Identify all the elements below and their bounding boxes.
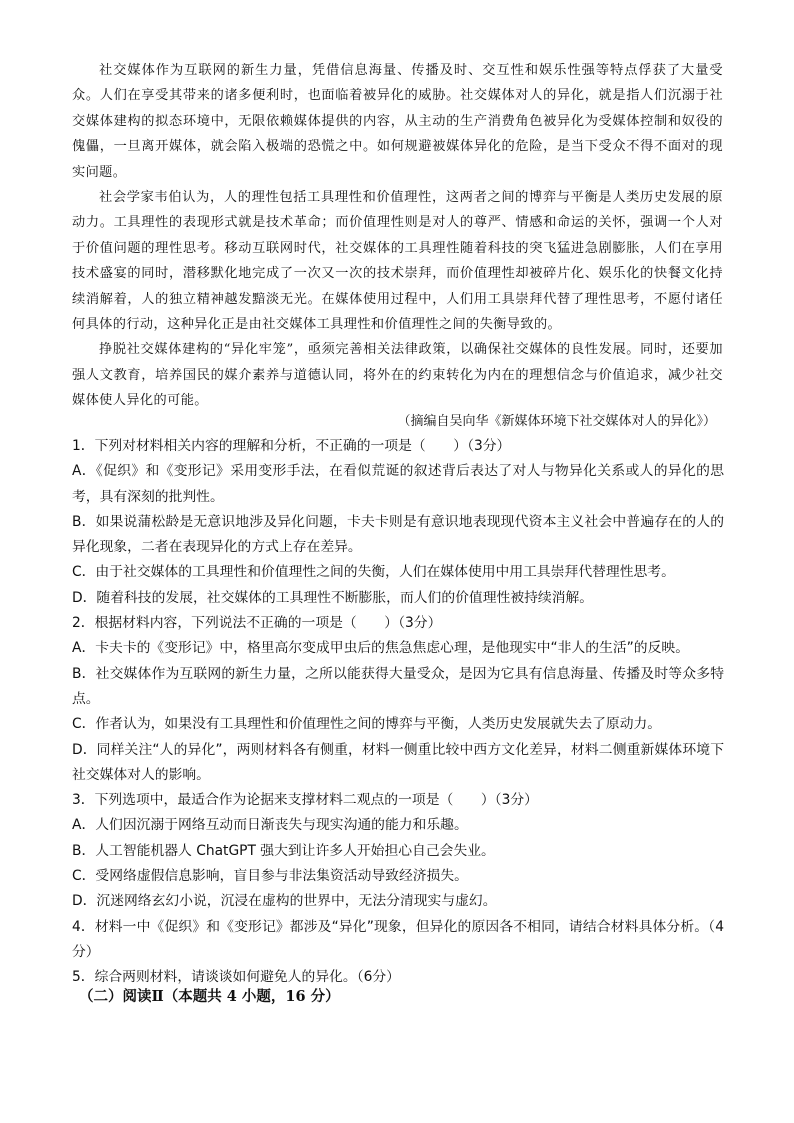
passage-source: （摘编自吴向华《新媒体环境下社交媒体对人的异化》） [397, 414, 716, 429]
question-3-option-c: C．受网络虚假信息影响，盲目参与非法集资活动导致经济损失。 [72, 868, 468, 885]
section-heading: （二）阅读Ⅱ（本题共 4 小题，16 分） [79, 988, 340, 1005]
question-1-option-b: B．如果说蒲松龄是无意识地涉及异化问题，卡夫卡则是有意识地表现现代资本主义社会中普遍存在的人的异化现象，二者在表现异化的方式上存在差异。 [72, 513, 724, 556]
question-2-stem: 2．根据材料内容，下列说法不正确的一项是（ ）（3分） [72, 615, 442, 632]
question-2-option-a: A．卡夫卡的《变形记》中，格里高尔变成甲虫后的焦急焦虑心理，是他现实中“非人的生活”的反映。 [72, 640, 689, 657]
question-1-option-a: A．《促织》和《变形记》采用变形手法，在看似荒诞的叙述背后表达了对人与物异化关系或人的异化的思考，具有深刻的批判性。 [72, 463, 724, 505]
question-3-stem: 3．下列选项中，最适合作为论据来支撑材料二观点的一项是（ ）（3分） [72, 792, 538, 809]
question-3-option-a: A．人们因沉溺于网络互动而日渐丧失与现实沟通的能力和乐趣。 [72, 817, 468, 834]
question-3-option-d: D．沉迷网络玄幻小说，沉浸在虚构的世界中，无法分清现实与虚幻。 [72, 893, 497, 910]
passage-paragraph: 社交媒体作为互联网的新生力量，凭借信息海量、传播及时、交互性和娱乐性强等特点俘获了大量受众。人们在享受其带来的诸多便利时，也面临着被异化的威胁。社交媒体对人的异化，就是指人们沉溺于社交媒体建构的拟态环境中，无限依赖媒体提供的内容，从主动的生产消费角色被异化为受媒体控制和奴役的傀儡，一旦离开媒体，就会陷入极端的恐慌之中。如何规避被媒体异化的危险，是当下受众不得不面对的现实问题。 [72, 63, 723, 180]
question-1-option-d: D．随着科技的发展，社交媒体的工具理性不断膨胀，而人们的价值理性被持续消解。 [72, 589, 594, 606]
question-2-option-c: C．作者认为，如果没有工具理性和价值理性之间的博弈与平衡，人类历史发展就失去了原动力。 [72, 716, 662, 733]
question-2-option-d: D．同样关注“人的异化”，两则材料各有侧重，材料一侧重比较中西方文化差异，材料二侧重新媒体环境下社交媒体对人的影响。 [72, 741, 724, 783]
question-3-option-b: B．人工智能机器人 ChatGPT 强大到让许多人开始担心自己会失业。 [72, 842, 495, 859]
question-4: 4．材料一中《促织》和《变形记》都涉及“异化”现象，但异化的原因各不相同，请结合材料具体分析。（4分） [72, 918, 724, 960]
question-2-option-b: B．社交媒体作为互联网的新生力量，之所以能获得大量受众，是因为它具有信息海量、传播及时等众多特点。 [72, 665, 724, 707]
passage-paragraph: 挣脱社交媒体建构的“异化牢笼”，亟须完善相关法律政策，以确保社交媒体的良性发展。同时，还要加强人文教育，培养国民的媒介素养与道德认同，将外在的约束转化为内在的理想信念与价值追求，减少社交媒体使人异化的可能。 [72, 342, 723, 409]
passage-paragraph: 社会学家韦伯认为，人的理性包括工具理性和价值理性，这两者之间的博弈与平衡是人类历史发展的原动力。工具理性的表现形式就是技术革命；而价值理性则是对人的尊严、情感和命运的关怀，强调一个人对于价值问题的理性思考。移动互联网时代，社交媒体的工具理性随着科技的突飞猛进急剧膨胀，人们在享用技术盛宴的同时，潜移默化地完成了一次又一次的技术崇拜，而价值理性却被碎片化、娱乐化的快餐文化持续消解着，人的独立精神越发黯淡无光。在媒体使用过程中，人们用工具崇拜代替了理性思考，不愿付诸任何具体的行动，这种异化正是由社交媒体工具理性和价值理性之间的失衡导致的。 [72, 190, 723, 333]
question-1-stem: 1．下列对材料相关内容的理解和分析，不正确的一项是（ ）（3分） [72, 438, 511, 454]
question-1-option-c: C．由于社交媒体的工具理性和价值理性之间的失衡，人们在媒体使用中用工具崇拜代替理性思考。 [72, 564, 675, 581]
question-5: 5．综合两则材料，请谈谈如何避免人的异化。（6分） [72, 969, 400, 986]
reading-passage [72, 58, 723, 414]
question-list [72, 434, 724, 991]
